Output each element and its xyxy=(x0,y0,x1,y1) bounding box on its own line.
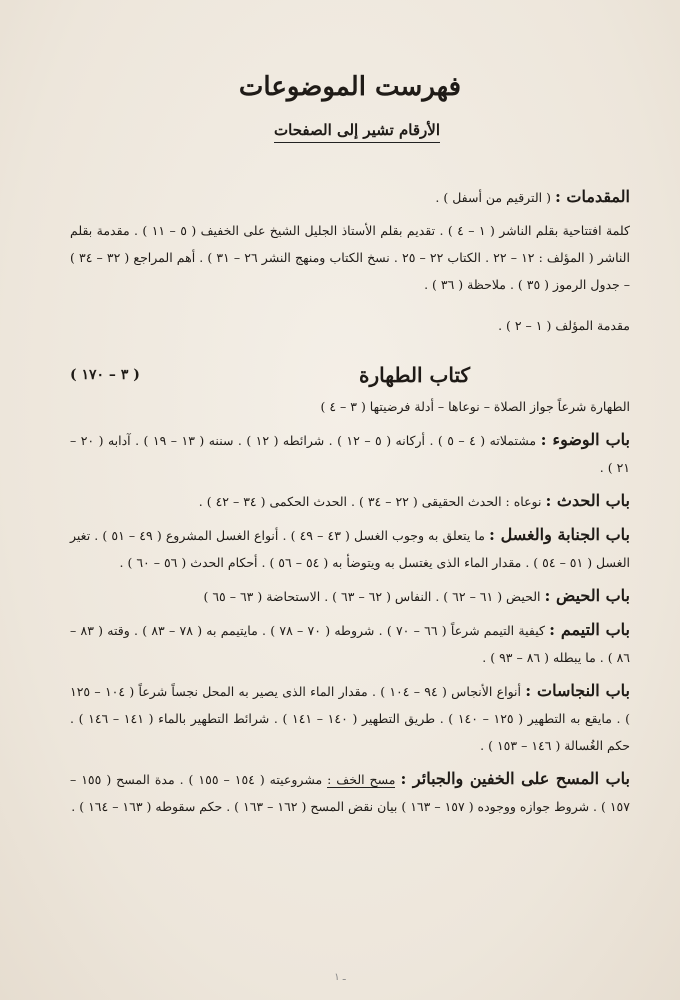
entry-wudu xyxy=(70,426,630,481)
entry-hadath xyxy=(70,487,630,515)
entry-body: أنواع الأنجاس ( ٩٤ – ١٠٤ ) . مقدار الماء الذى يصير به المحل نجساً شرعاً ( ١٠٤ – ١٢٥ ) . مايقع به التطهير ( ١٢٥ – ١٤٠ ) . طريق التطهير ( ١٤٠ – ١٤١ ) . شرائط التطهير بالماء ( ١٤١ – ١٤٦ ) . حكم الغُسالة ( ١٤٦ – ١٥٣ ) . xyxy=(70,684,631,753)
entry-janaba xyxy=(70,521,630,576)
entry-heading: باب التيمم : xyxy=(549,620,631,639)
entry-heading: باب الحيض : xyxy=(544,586,630,605)
page-title: فهرست الموضوعات xyxy=(238,72,462,102)
entry-subheading: مسح الخف : xyxy=(327,772,396,787)
page-number: ـ ١ xyxy=(334,972,346,983)
entry-heading: باب المسح على الخفين والجبائر : xyxy=(400,769,630,788)
entry-heading: باب الجنابة والغسل : xyxy=(489,525,631,544)
page-content xyxy=(70,60,630,826)
entry-body: مشروعيته ( ١٥٤ – ١٥٥ ) . مدة المسح ( ١٥٥ – ١٥٧ ) . شروط جوازه ووجوده ( ١٥٧ – ١٦٣ ) بيان نقض المسح ( ١٦٢ – ١٦٣ ) . حكم سقوطه ( ١٦٣ – ١٦٤ ) . xyxy=(70,772,630,814)
entry-body: كيفية التيمم شرعاً ( ٦٦ – ٧٠ ) . شروطه ( ٧٠ – ٧٨ ) . مايتيمم به ( ٧٨ – ٨٣ ) . وقته ( ٨٣ – ٨٦ ) . ما يبطله ( ٨٦ – ٩٣ ) . xyxy=(70,623,630,665)
entry-haid xyxy=(70,582,630,610)
section-header xyxy=(70,363,630,387)
intro-heading: المقدمات : xyxy=(554,187,630,206)
section-title: كتاب الطهارة xyxy=(359,363,470,387)
entry-0 xyxy=(70,393,630,420)
intro-note: ( الترقيم من أسفل ) . xyxy=(435,190,551,205)
entry-heading: باب الوضوء : xyxy=(540,430,630,449)
entry-body: ما يتعلق به وجوب الغسل ( ٤٣ – ٤٩ ) . أنواع الغسل المشروع ( ٤٩ – ٥١ ) . تغير الغسل ( ٥١ – ٥٤ ) . مقدار الماء الذى يغتسل به ويتوضأ به ( ٥٤ – ٥٦ ) . أحكام الحدث ( ٥٦ – ٦٠ ) . xyxy=(70,528,630,570)
intro-body: كلمة افتتاحية بقلم الناشر ( ١ – ٤ ) . تقديم بقلم الأستاذ الجليل الشيخ على الخفيف ( ٥ – ١١ ) . مقدمة بقلم الناشر ( المؤلف : ١٢ – ٢٢ . الكتاب ٢٢ – ٢٥ . نسخ الكتاب ومنهج النشر ٢٦ – ٣١ ) . أهم المراجع ( ٣٢ – ٣٤ ) – جدول الرموز ( ٣٥ ) . ملاحظة ( ٣٦ ) . xyxy=(70,223,631,292)
intro-heading-line xyxy=(70,183,630,211)
entry-body: الحيض ( ٦١ – ٦٢ ) . النفاس ( ٦٢ – ٦٣ ) . الاستحاضة ( ٦٣ – ٦٥ ) xyxy=(203,589,541,604)
entry-heading: باب الحدث : xyxy=(545,491,630,510)
entry-tayammum xyxy=(70,616,630,671)
page-subtitle: الأرقام تشير إلى الصفحات xyxy=(274,121,440,143)
section-range: ( ٣ – ١٧٠ ) xyxy=(70,367,140,383)
entry-heading: باب النجاسات : xyxy=(525,681,630,700)
entry-body: الطهارة شرعاً جواز الصلاة – نوعاها – أدلة فرضيتها ( ٣ – ٤ ) xyxy=(320,399,630,414)
author-intro: مقدمة المؤلف ( ١ – ٢ ) . xyxy=(498,318,630,333)
entry-body: مشتملاته ( ٤ – ٥ ) . أركانه ( ٥ – ١٢ ) . شرائطه ( ١٢ ) . سننه ( ١٣ – ١٩ ) . آدابه ( ٢٠ – ٢١ ) . xyxy=(70,433,630,475)
entry-najasat xyxy=(70,677,630,759)
entry-mash xyxy=(70,765,630,820)
entry-body: نوعاه : الحدث الحقيقى ( ٢٢ – ٣٤ ) . الحدث الحكمى ( ٣٤ – ٤٢ ) . xyxy=(198,494,542,509)
